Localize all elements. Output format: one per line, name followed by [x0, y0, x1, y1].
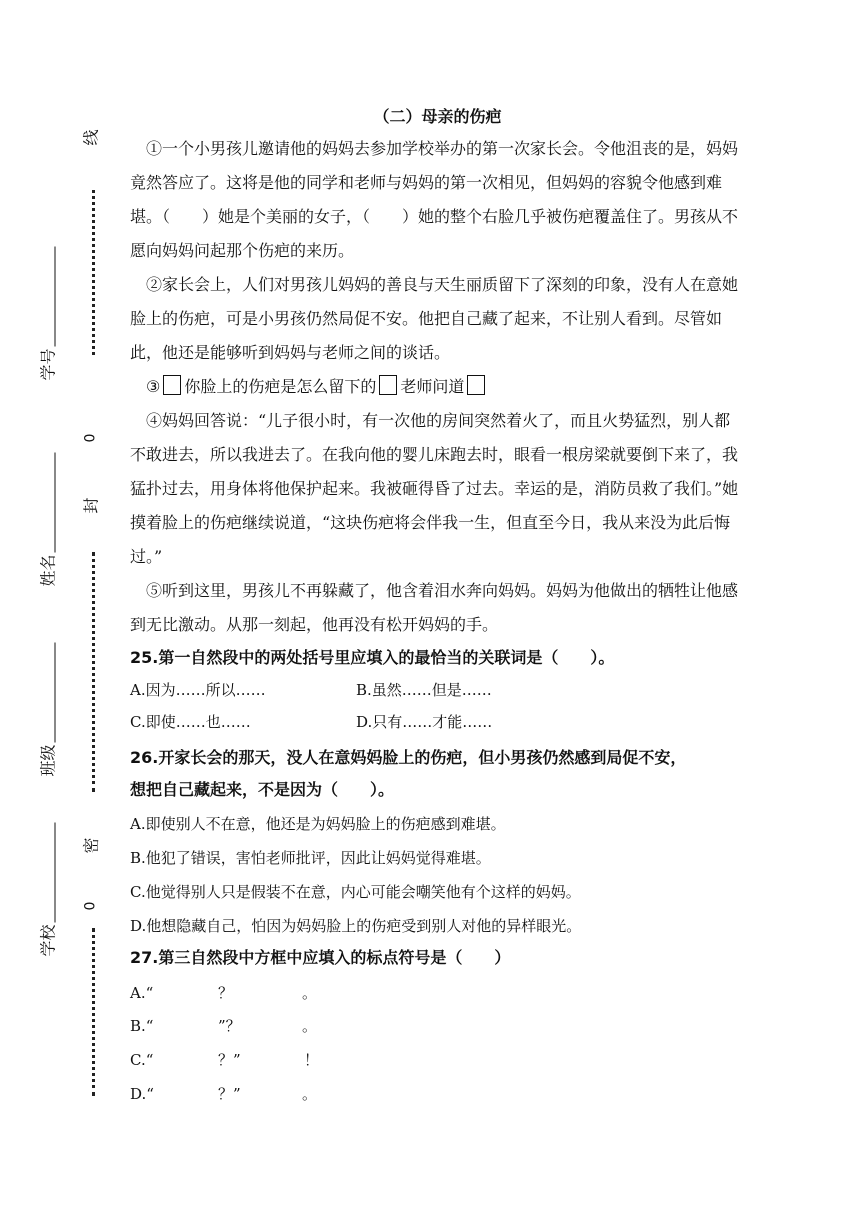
binding-xian: 线: [81, 129, 101, 146]
binding-dotted-line-1: [92, 190, 95, 355]
q27-a-open-quote: A.“: [130, 984, 154, 1002]
binding-margin: [0, 0, 120, 1216]
q27-b-open-quote: B.“: [130, 1017, 154, 1035]
q27-c-middle: ？”: [218, 1051, 241, 1069]
q26-option-a[interactable]: A.即使别人不在意，他还是为妈妈脸上的伤疤感到难堪。: [130, 815, 506, 833]
class-field[interactable]: [36, 627, 59, 777]
q25-option-c[interactable]: C.即使……也……: [130, 713, 251, 731]
student-number-underline: [55, 246, 56, 346]
q27-c-open-quote: C.“: [130, 1051, 154, 1069]
q27-b-middle: ”？: [218, 1017, 241, 1035]
paragraph-5: ⑤听到这里，男孩儿不再躲藏了，他含着泪水奔向妈妈。妈妈为他做出的牺牲让他感到无比激动。从那一刻起，他再没有松开妈妈的手。: [130, 581, 739, 634]
name-underline: [55, 452, 56, 552]
name-field[interactable]: [36, 437, 59, 587]
paragraph-3-tail: 老师问道: [400, 377, 465, 396]
q27-d-open-quote: D.“: [130, 1085, 154, 1103]
school-label: 学校: [38, 924, 58, 957]
punctuation-box-3: [467, 375, 485, 395]
paragraph-3-question: 你脸上的伤疤是怎么留下的: [184, 377, 377, 396]
question-26-stem-line-2: [130, 774, 750, 806]
q27-a-end: 。: [302, 984, 318, 1002]
name-label: 姓名: [38, 554, 58, 587]
q25-option-a[interactable]: A.因为……所以……: [130, 681, 266, 699]
q25-option-b[interactable]: B.虽然……但是……: [356, 681, 492, 699]
punctuation-box-1: [163, 375, 181, 395]
q27-c-end: ！: [304, 1051, 320, 1069]
q26-option-c[interactable]: C.他觉得别人只是假装不在意，内心可能会嘲笑他有个这样的妈妈。: [130, 883, 581, 901]
binding-zero-1: 0: [82, 433, 99, 443]
student-number-label: 学号: [38, 348, 58, 381]
paragraph-4: ④妈妈回答说：“儿子很小时，有一次他的房间突然着火了，而且火势猛烈，别人都不敢进去，所以我进去了。在我向他的婴儿床跑去时，眼看一根房梁就要倒下来了，我猛扑过去，用身体将他保护起来。我被砸得昏了过去。幸运的是，消防员救了我们。”她摸着脸上的伤疤继续说道，“这块伤疤将会伴我一生，但直至今日，我从来没为此后悔过。”: [130, 411, 739, 566]
paragraph-2: ②家长会上，人们对男孩儿妈妈的善良与天生丽质留下了深刻的印象，没有人在意她脸上的伤疤，可是小男孩仍然局促不安。他把自己藏了起来，不让别人看到。尽管如此，他还是能够听到妈妈与老师之间的谈话。: [130, 275, 739, 362]
q26-option-d[interactable]: D.他想隐藏自己，怕因为妈妈脸上的伤疤受到别人对他的异样眼光。: [130, 917, 582, 935]
school-field[interactable]: [36, 807, 59, 957]
q26-option-b[interactable]: B.他犯了错误，害怕老师批评，因此让妈妈觉得难堪。: [130, 849, 491, 867]
paragraph-3: [130, 370, 745, 404]
class-label: 班级: [38, 744, 58, 777]
binding-mi: 密: [81, 837, 101, 854]
q27-d-end: 。: [302, 1085, 318, 1103]
q26-emphasis-shi: 是 •: [274, 780, 290, 799]
q27-a-middle: ？: [218, 984, 234, 1002]
article-title: （二）母亲的伤疤: [373, 107, 502, 126]
question-27-stem: 27.第三自然段中方框中应填入的标点符号是（ ）: [130, 948, 511, 967]
q26-stem-pre: 想把自己藏起来，: [130, 780, 259, 799]
class-underline: [55, 642, 56, 742]
q25-option-d[interactable]: D.只有……才能……: [356, 713, 493, 731]
binding-dotted-line-2: [92, 552, 95, 792]
q27-d-middle: ？”: [218, 1085, 241, 1103]
q26-emphasis-bu: 不 •: [258, 780, 274, 799]
question-25-stem: 25.第一自然段中的两处括号里应填入的最恰当的关联词是（ ）。: [130, 648, 615, 667]
binding-feng: 封: [81, 497, 101, 514]
paragraph-3-number: ③: [146, 377, 161, 396]
binding-dotted-line-3: [92, 928, 95, 1096]
school-underline: [55, 822, 56, 922]
punctuation-box-2: [379, 375, 397, 395]
q27-b-end: 。: [302, 1017, 318, 1035]
binding-zero-2: 0: [82, 901, 99, 911]
student-number-field[interactable]: [36, 231, 59, 381]
paragraph-1: ①一个小男孩儿邀请他的妈妈去参加学校举办的第一次家长会。令他沮丧的是，妈妈竟然答应了。这将是他的同学和老师与妈妈的第一次相见，但妈妈的容貌令他感到难堪。（ ）她是个美丽的女子，（ ）她的整个右脸几乎被伤疤覆盖住了。男孩从不愿向妈妈问起那个伤疤的来历。: [130, 139, 739, 260]
q26-stem-post: 因为（ ）。: [290, 780, 395, 799]
question-26-stem-line-1: 26.开家长会的那天，没人在意妈妈脸上的伤疤，但小男孩仍然感到局促不安，: [130, 748, 687, 767]
